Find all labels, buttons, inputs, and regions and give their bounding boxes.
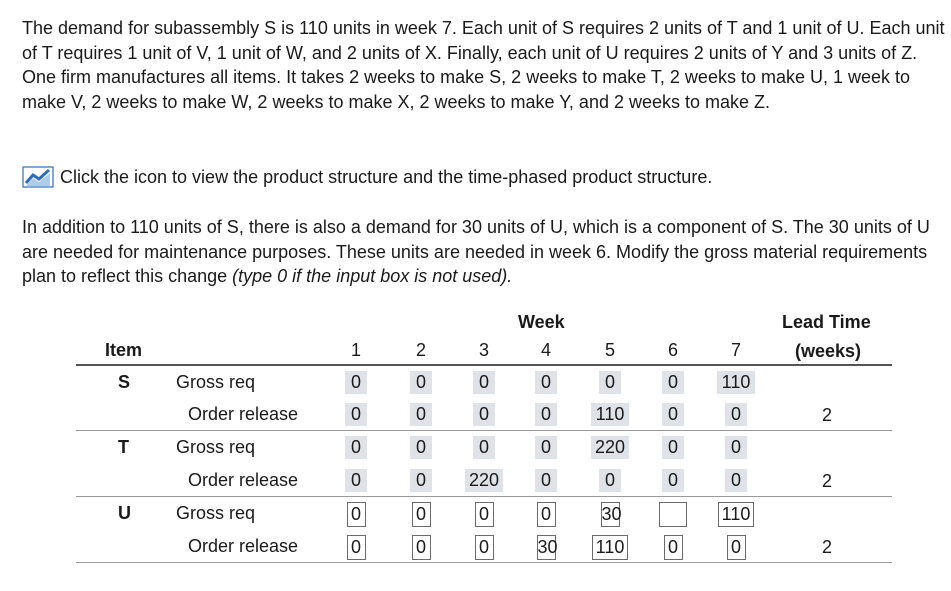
week-number-2: 2: [415, 340, 426, 360]
order-release-t-week-3: 220: [465, 469, 503, 492]
header-divider: [76, 364, 892, 366]
order-release-u-week-5[interactable]: 110: [592, 535, 628, 560]
order-release-t-week-7: 0: [725, 469, 747, 492]
row-divider: [76, 496, 892, 497]
gross-req-t-week-6: 0: [662, 436, 684, 459]
order-release-s-week-2: 0: [410, 403, 432, 426]
week-header: Week: [518, 312, 565, 332]
order-release-u-week-3[interactable]: 0: [475, 535, 494, 560]
order-release-u-week-6[interactable]: 0: [664, 535, 683, 560]
item-s: S: [118, 372, 131, 392]
gross-req-s-week-4: 0: [535, 371, 557, 394]
gross-req-t-week-1: 0: [345, 436, 367, 459]
gross-req-label: Gross req: [176, 372, 256, 392]
lead-time-header: Lead Time: [782, 312, 871, 332]
gross-req-s-week-5: 0: [599, 371, 621, 394]
order-release-label: Order release: [188, 404, 299, 424]
gross-req-t-week-4: 0: [535, 436, 557, 459]
order-release-t-week-2: 0: [410, 469, 432, 492]
order-release-u-week-1[interactable]: 0: [347, 535, 366, 560]
gross-req-label: Gross req: [176, 503, 256, 523]
week-number-3: 3: [478, 340, 489, 360]
instructions-text: In addition to 110 units of S, there is also a demand for 30 units of U, which is a component of S. The 30 units of U are needed for maintenance purposes. These units are needed in week 6. Modify the gross material requirements plan to reflect this change: [22, 217, 930, 286]
week-number-6: 6: [667, 340, 678, 360]
lead-time-units-header: (weeks): [795, 341, 862, 361]
week-number-1: 1: [350, 340, 361, 360]
order-release-u-week-4[interactable]: 30: [537, 535, 556, 560]
item-header: Item: [105, 340, 143, 360]
order-release-s-week-4: 0: [535, 403, 557, 426]
gross-req-label: Gross req: [176, 437, 256, 457]
order-release-s-week-1: 0: [345, 403, 367, 426]
order-release-s-week-3: 0: [473, 403, 495, 426]
item-t: T: [118, 437, 129, 457]
order-release-label: Order release: [188, 470, 299, 490]
gross-req-s-week-3: 0: [473, 371, 495, 394]
gross-req-u-week-5[interactable]: 30: [601, 502, 620, 527]
order-release-t-week-1: 0: [345, 469, 367, 492]
gross-req-u-week-2[interactable]: 0: [412, 502, 431, 527]
gross-req-u-week-7[interactable]: 110: [718, 502, 754, 527]
week-number-5: 5: [604, 340, 615, 360]
product-structure-link-text[interactable]: Click the icon to view the product structure and the time-phased product structure.: [60, 166, 713, 187]
gross-req-u-week-1[interactable]: 0: [347, 502, 366, 527]
gross-req-s-week-1: 0: [345, 371, 367, 394]
gross-req-u-week-3[interactable]: 0: [475, 502, 494, 527]
chart-icon[interactable]: [22, 166, 54, 188]
row-divider: [76, 430, 892, 431]
order-release-s-week-5: 110: [591, 403, 629, 426]
order-release-t-week-4: 0: [535, 469, 557, 492]
order-release-t-week-6: 0: [662, 469, 684, 492]
lead-time-u: 2: [821, 537, 832, 557]
row-divider: [76, 562, 892, 563]
gross-req-t-week-2: 0: [410, 436, 432, 459]
item-u: U: [118, 503, 131, 523]
gross-req-s-week-6: 0: [662, 371, 684, 394]
order-release-u-week-7[interactable]: 0: [727, 535, 746, 560]
problem-statement: The demand for subassembly S is 110 units in week 7. Each unit of S requires 2 units of T and 1 unit of U. Each unit of T requires 1 unit of V, 1 unit of W, and 2 units of X. Finally, each unit of U requires 2 units of Y and 3 units of Z. One firm manufactures all items. It takes 2 weeks to make S, 2 weeks to make T, 2 weeks to make U, 1 week to make V, 2 weeks to make W, 2 weeks to make X, 2 weeks to make Y, and 2 weeks to make Z.: [22, 18, 945, 112]
order-release-u-week-2[interactable]: 0: [412, 535, 431, 560]
order-release-s-week-7: 0: [725, 403, 747, 426]
lead-time-s: 2: [821, 405, 832, 425]
gross-req-t-week-5: 220: [591, 436, 629, 459]
gross-req-t-week-3: 0: [473, 436, 495, 459]
order-release-label: Order release: [188, 536, 299, 556]
week-number-7: 7: [730, 340, 741, 360]
lead-time-t: 2: [821, 471, 832, 491]
gross-req-s-week-7: 110: [717, 371, 755, 394]
week-number-4: 4: [540, 340, 551, 360]
instructions-note: (type 0 if the input box is not used).: [232, 266, 513, 286]
order-release-t-week-5: 0: [599, 469, 621, 492]
gross-req-u-week-4[interactable]: 0: [537, 502, 556, 527]
order-release-s-week-6: 0: [662, 403, 684, 426]
gross-req-u-week-6[interactable]: [659, 502, 687, 527]
gross-req-s-week-2: 0: [410, 371, 432, 394]
modification-instructions: [22, 215, 947, 289]
product-structure-link[interactable]: [22, 164, 712, 190]
gross-req-t-week-7: 0: [725, 436, 747, 459]
